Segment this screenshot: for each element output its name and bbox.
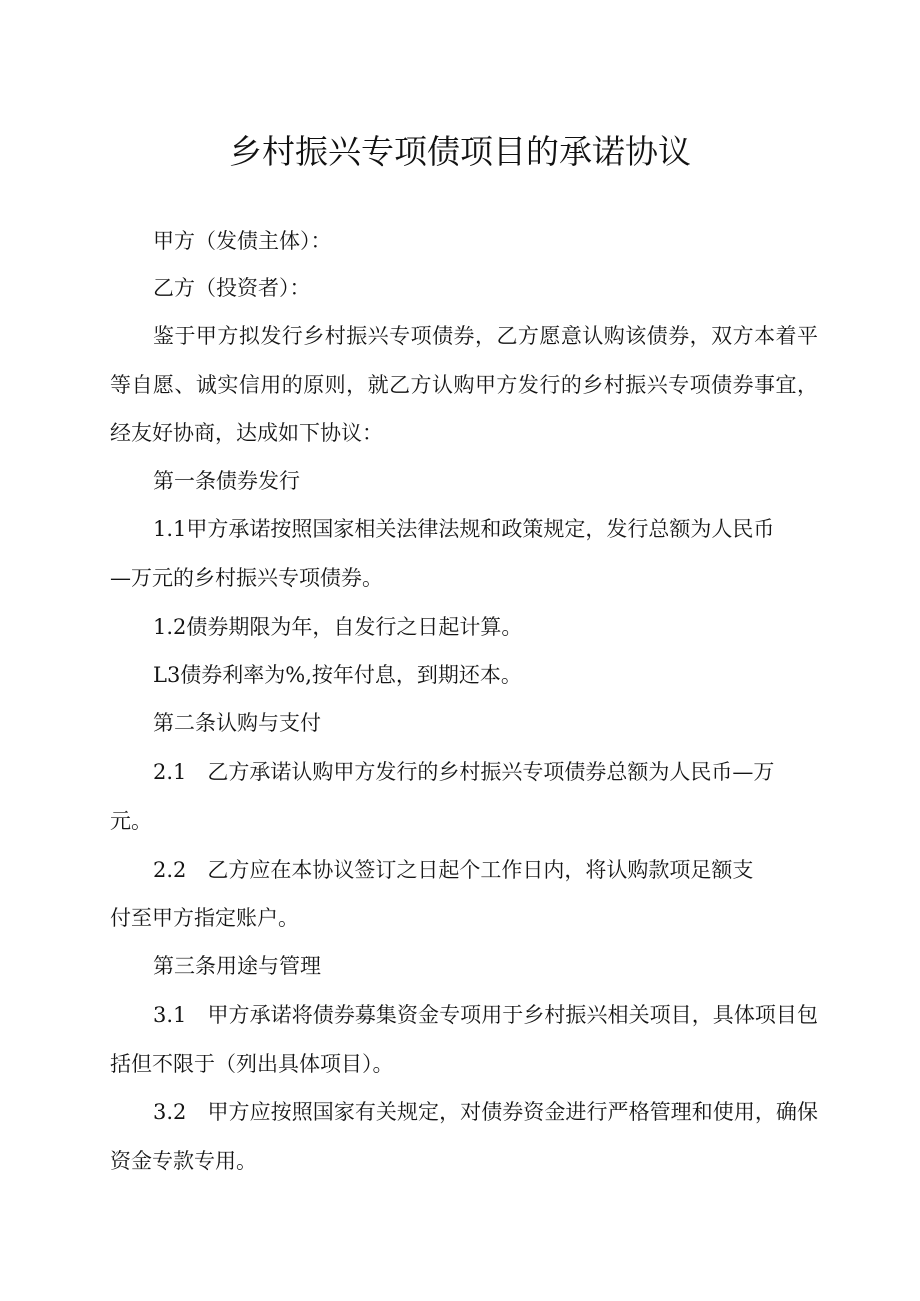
party-a-label: 甲方（发债主体）： (153, 229, 332, 253)
intro-line-2: 等自愿、诚实信用的原则，就乙方认购甲方发行的乡村振兴专项债券事宜， (110, 373, 818, 397)
clause-1-2: 1.2债券期限为年，自发行之日起计算。 (153, 615, 523, 639)
clause-1-3: L3债券利率为%,按年付息，到期还本。 (153, 663, 522, 687)
clause-3-1-line-1: 3.1 甲方承诺将债券募集资金专项用于乡村振兴相关项目，具体项目包 (153, 1003, 818, 1027)
clause-1-1-line-1: 1.1甲方承诺按照国家相关法律法规和政策规定，发行总额为人民币 (153, 517, 775, 541)
clause-2-1-line-2: 元。 (110, 809, 152, 833)
clause-3-1-line-2: 括但不限于（列出具体项目）。 (110, 1052, 394, 1076)
clause-2-2-line-2: 付至甲方指定账户。 (110, 906, 299, 930)
party-b-label: 乙方（投资者）： (153, 276, 311, 300)
clause-2-1-line-1: 2.1 乙方承诺认购甲方发行的乡村振兴专项债券总额为人民币—万 (153, 760, 775, 784)
document-title: 乡村振兴专项债项目的承诺协议 (229, 132, 691, 171)
article-3-heading: 第三条用途与管理 (153, 954, 321, 978)
intro-line-1: 鉴于甲方拟发行乡村振兴专项债券，乙方愿意认购该债券，双方本着平 (153, 324, 818, 348)
article-1-heading: 第一条债券发行 (153, 469, 300, 493)
clause-2-2-line-1: 2.2 乙方应在本协议签订之日起个工作日内，将认购款项足额支 (153, 858, 754, 882)
intro-line-3: 经友好协商，达成如下协议： (110, 421, 383, 445)
clause-3-2-line-2: 资金专款专用。 (110, 1149, 257, 1173)
clause-1-1-line-2: —万元的乡村振兴专项债券。 (110, 566, 383, 590)
article-2-heading: 第二条认购与支付 (153, 711, 321, 735)
clause-3-2-line-1: 3.2 甲方应按照国家有关规定，对债券资金进行严格管理和使用，确保 (153, 1100, 818, 1124)
